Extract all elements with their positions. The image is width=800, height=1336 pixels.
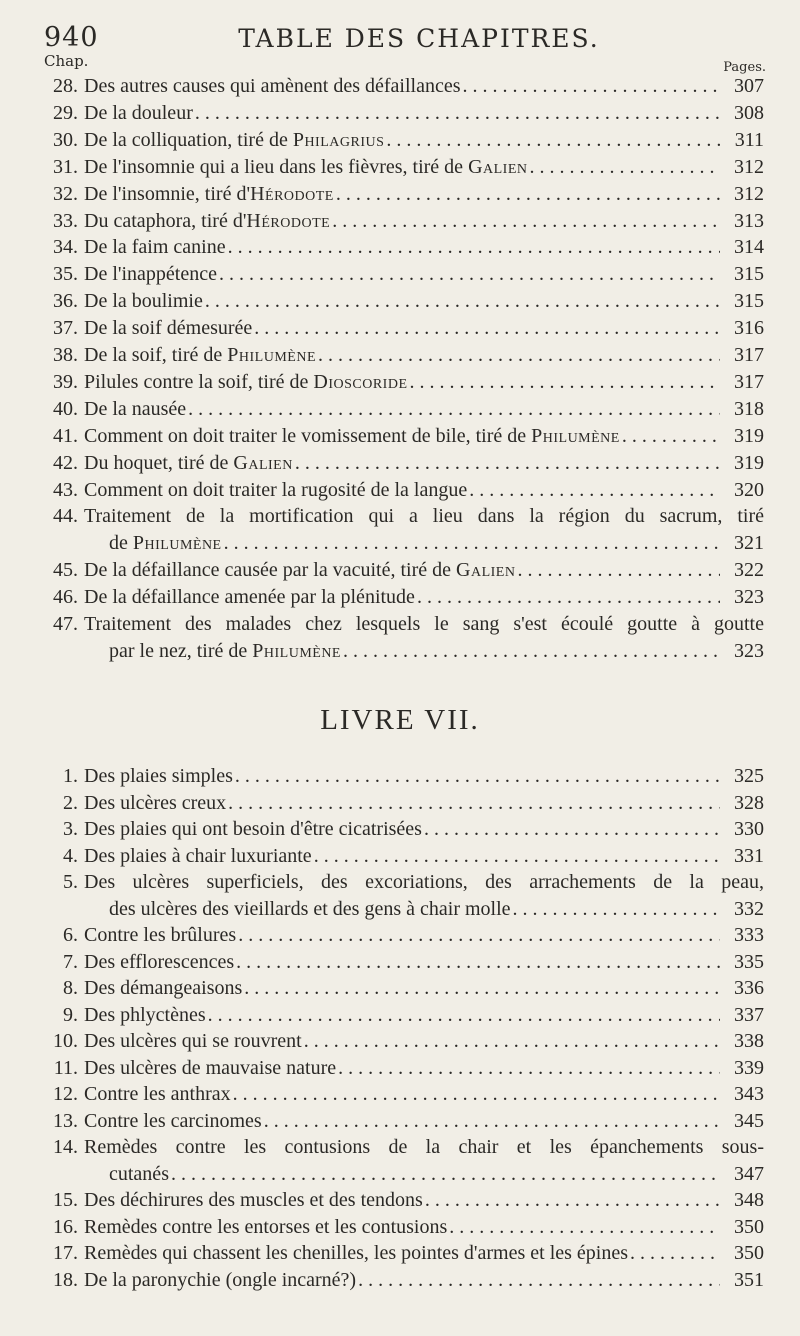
- chapter-number: 37.: [53, 317, 78, 340]
- chapter-number: 6.: [63, 924, 78, 946]
- chapter-title: De la faim canine: [84, 236, 226, 259]
- toc-entry: [0, 869, 800, 895]
- chapter-title: De la soif démesurée: [84, 317, 253, 340]
- chapter-number: 13.: [53, 1109, 78, 1132]
- dot-leader: [236, 949, 720, 975]
- chapter-title: De la boulimie: [84, 290, 203, 313]
- chapter-title: Des plaies à chair luxuriante: [84, 844, 312, 867]
- chapter-title: Des démangeaisons: [84, 977, 243, 999]
- chapter-title: Du cataphora, tiré d'Hérodote: [84, 209, 331, 232]
- chapter-title: Remèdes contre les contusions de la chair et les épanchements sous-: [84, 1136, 764, 1158]
- chapter-title: De la douleur: [84, 101, 193, 124]
- dot-leader: [358, 1267, 720, 1293]
- chapter-title: de Philumène: [109, 532, 222, 555]
- toc-entry: [0, 611, 800, 637]
- toc-entry: [0, 1002, 800, 1028]
- chapter-title: cutanés: [109, 1162, 169, 1185]
- chapter-title: Comment on doit traiter le vomissement de bile, tiré de Philumène: [84, 424, 620, 447]
- toc-entry: [0, 450, 800, 476]
- dot-leader: [517, 557, 720, 583]
- toc-entry: [0, 1028, 800, 1054]
- page-reference: 314: [734, 236, 764, 259]
- page-reference: 347: [734, 1162, 764, 1185]
- dot-leader: [530, 154, 721, 180]
- page-reference: 313: [734, 209, 764, 232]
- toc-entry: [0, 1214, 800, 1240]
- toc-entry: [0, 477, 800, 503]
- dot-leader: [513, 896, 720, 922]
- dot-leader: [332, 208, 720, 234]
- dot-leader: [424, 816, 720, 842]
- chapter-number: 14.: [53, 1136, 78, 1158]
- toc-entry: [0, 1240, 800, 1266]
- chapter-title: Contre les anthrax: [84, 1083, 231, 1105]
- toc-entry: [0, 342, 800, 368]
- chapter-number: 28.: [53, 75, 78, 97]
- chapter-title: De l'insomnie, tiré d'Hérodote: [84, 182, 334, 205]
- chapter-number: 36.: [53, 290, 78, 313]
- chapter-title: Des ulcères superficiels, des excoriations, des arrachements de la peau,: [84, 871, 764, 893]
- page-reference: 337: [734, 1003, 764, 1026]
- page-reference: 317: [734, 370, 764, 393]
- chapter-title: Remèdes contre les entorses et les contusions: [84, 1215, 448, 1238]
- toc-entry: [0, 288, 800, 314]
- dot-leader: [235, 763, 720, 789]
- chapter-number: 5.: [63, 871, 78, 893]
- toc-entry: [0, 261, 800, 287]
- page-reference: 351: [734, 1268, 764, 1291]
- chapter-number: 40.: [53, 397, 78, 420]
- toc-entry: [0, 557, 800, 583]
- chapter-title: Contre les brûlures: [84, 924, 237, 946]
- page-reference: 315: [734, 290, 764, 313]
- page-reference: 325: [734, 765, 764, 787]
- toc-entry: [0, 396, 800, 422]
- toc-entry: [0, 975, 800, 1001]
- toc-entry: [0, 423, 800, 449]
- dot-leader: [343, 638, 720, 664]
- page-reference: 323: [734, 586, 764, 609]
- chapter-title: des ulcères des vieillards et des gens à chair molle: [109, 897, 511, 920]
- toc-entry-continuation: [0, 1161, 800, 1187]
- page-reference: 331: [734, 844, 764, 867]
- toc-entry: [0, 503, 800, 529]
- chapter-number: 45.: [53, 559, 78, 582]
- page-reference: 333: [734, 924, 764, 946]
- page-reference: 312: [734, 155, 764, 178]
- chapter-number: 9.: [63, 1003, 78, 1026]
- chapter-title: Des ulcères qui se rouvrent: [84, 1030, 302, 1052]
- page-reference: 321: [734, 532, 764, 555]
- toc-entry: [0, 1081, 800, 1107]
- dot-leader: [228, 790, 720, 816]
- page-reference: 328: [734, 791, 764, 814]
- chapter-number: 7.: [63, 950, 78, 973]
- dot-leader: [338, 1055, 720, 1081]
- toc-entry: [0, 154, 800, 180]
- toc-entry-continuation: [0, 638, 800, 664]
- page-reference: 350: [734, 1242, 764, 1264]
- chapter-number: 41.: [53, 424, 78, 447]
- page-reference: 323: [734, 639, 764, 662]
- chapter-number: 38.: [53, 344, 78, 366]
- chapter-number: 4.: [63, 844, 78, 867]
- dot-leader: [386, 127, 720, 153]
- dot-leader: [318, 342, 720, 368]
- dot-leader: [425, 1187, 720, 1213]
- chapter-title: Pilules contre la soif, tiré de Dioscoride: [84, 370, 408, 393]
- running-title: TABLE DES CHAPITRES.: [238, 24, 600, 53]
- chapter-title: De la paronychie (ongle incarné?): [84, 1268, 357, 1291]
- chapter-number: 29.: [53, 101, 78, 124]
- chapter-title: Des autres causes qui amènent des défaillances: [84, 75, 461, 97]
- dot-leader: [233, 1081, 720, 1107]
- toc-entry: [0, 100, 800, 126]
- dot-leader: [171, 1161, 720, 1187]
- chapter-number: 3.: [63, 818, 78, 840]
- page-reference: 336: [734, 977, 764, 999]
- dot-leader: [304, 1028, 720, 1054]
- page-reference: 339: [734, 1056, 764, 1079]
- chapter-title: Traitement des malades chez lesquels le sang s'est écoulé goutte à goutte: [84, 613, 764, 635]
- toc-entry: [0, 1187, 800, 1213]
- dot-leader: [463, 73, 720, 99]
- chapter-number: 18.: [53, 1268, 78, 1291]
- dot-leader: [205, 288, 720, 314]
- toc-entry: [0, 127, 800, 153]
- dot-leader: [264, 1108, 720, 1134]
- page-reference: 335: [734, 950, 764, 973]
- dot-leader: [195, 100, 720, 126]
- page-reference: 307: [734, 75, 764, 97]
- chapter-title: Des plaies qui ont besoin d'être cicatrisées: [84, 818, 422, 840]
- chapter-title: Remèdes qui chassent les chenilles, les pointes d'armes et les épines: [84, 1242, 629, 1264]
- dot-leader: [244, 975, 720, 1001]
- dot-leader: [254, 315, 720, 341]
- chapter-number: 47.: [53, 613, 78, 635]
- chapter-title: De la nausée: [84, 397, 187, 420]
- chapter-number: 31.: [53, 155, 78, 178]
- page-reference: 312: [734, 182, 764, 205]
- dot-leader: [417, 584, 720, 610]
- chapter-title: Du hoquet, tiré de Galien: [84, 451, 293, 474]
- chapter-title: De la défaillance causée par la vacuité, tiré de Galien: [84, 559, 516, 582]
- dot-leader: [224, 530, 720, 556]
- chapter-title: Des efflorescences: [84, 950, 235, 973]
- toc-entry: [0, 1134, 800, 1160]
- chapter-title: Des plaies simples: [84, 765, 233, 787]
- dot-leader: [188, 396, 720, 422]
- page-reference: 319: [734, 451, 764, 474]
- toc-entry: [0, 790, 800, 816]
- toc-entry: [0, 315, 800, 341]
- toc-entry: [0, 816, 800, 842]
- chapter-number: 2.: [63, 791, 78, 814]
- page-reference: 315: [734, 263, 764, 286]
- chapter-number: 17.: [53, 1242, 78, 1264]
- page-reference: 311: [734, 128, 764, 151]
- chapter-number: 12.: [53, 1083, 78, 1105]
- page-number: 940: [44, 22, 99, 53]
- chapter-title: De la défaillance amenée par la plénitude: [84, 586, 415, 609]
- chapter-title: Des déchirures des muscles et des tendons: [84, 1189, 423, 1211]
- page-reference: 343: [734, 1083, 764, 1105]
- toc-entry: [0, 922, 800, 948]
- chapter-number: 43.: [53, 478, 78, 501]
- toc-entry: [0, 763, 800, 789]
- toc-entry: [0, 208, 800, 234]
- toc-entry-continuation: [0, 530, 800, 556]
- page-header: [44, 22, 764, 62]
- chapter-title: De la colliquation, tiré de Philagrius: [84, 128, 385, 151]
- dot-leader: [228, 234, 720, 260]
- page-reference: 338: [734, 1030, 764, 1052]
- dot-leader: [295, 450, 720, 476]
- chapter-number: 8.: [63, 977, 78, 999]
- chapter-number: 35.: [53, 263, 78, 286]
- chapter-title: Des ulcères de mauvaise nature: [84, 1056, 337, 1079]
- chapter-number: 11.: [53, 1056, 78, 1079]
- chapter-number: 46.: [53, 586, 78, 609]
- chapter-title: Des phlyctènes: [84, 1003, 206, 1026]
- toc-entry: [0, 1267, 800, 1293]
- page-reference: 318: [734, 397, 764, 420]
- book-7-title: LIVRE VII.: [320, 704, 480, 736]
- toc-entry: [0, 1055, 800, 1081]
- chapter-number: 30.: [53, 128, 78, 151]
- chapter-title: Des ulcères creux: [84, 791, 227, 814]
- toc-entry: [0, 181, 800, 207]
- chapter-title: Contre les carcinomes: [84, 1109, 262, 1132]
- page-reference: 332: [734, 897, 764, 920]
- dot-leader: [449, 1214, 720, 1240]
- toc-entry: [0, 369, 800, 395]
- toc-entry: [0, 843, 800, 869]
- page-reference: 345: [734, 1109, 764, 1132]
- chapter-title: Comment on doit traiter la rugosité de la langue: [84, 478, 468, 501]
- page-reference: 308: [734, 101, 764, 124]
- chapter-number: 33.: [53, 209, 78, 232]
- dot-leader: [336, 181, 720, 207]
- chapter-number: 32.: [53, 182, 78, 205]
- page-reference: 320: [734, 478, 764, 501]
- dot-leader: [630, 1240, 720, 1266]
- chapter-title: De l'insomnie qui a lieu dans les fièvres, tiré de Galien: [84, 155, 528, 178]
- chapter-number: 15.: [53, 1189, 78, 1211]
- toc-entry: [0, 234, 800, 260]
- page-reference: 316: [734, 317, 764, 340]
- column-header-pages: Pages.: [723, 60, 766, 75]
- dot-leader: [622, 423, 720, 449]
- dot-leader: [208, 1002, 720, 1028]
- dot-leader: [314, 843, 720, 869]
- toc-entry: [0, 1108, 800, 1134]
- chapter-number: 44.: [53, 505, 78, 528]
- toc-entry-continuation: [0, 896, 800, 922]
- dot-leader: [238, 922, 720, 948]
- chapter-title: par le nez, tiré de Philumène: [109, 639, 341, 662]
- chapter-title: De l'inappétence: [84, 263, 217, 286]
- chapter-number: 42.: [53, 451, 78, 474]
- chapter-number: 1.: [63, 765, 78, 787]
- page-reference: 319: [734, 424, 764, 447]
- chapter-number: 39.: [53, 370, 78, 393]
- toc-entry: [0, 73, 800, 99]
- toc-entry: [0, 584, 800, 610]
- page-reference: 350: [734, 1215, 764, 1238]
- column-header-chapter: Chap.: [44, 52, 89, 70]
- chapter-number: 16.: [53, 1215, 78, 1238]
- dot-leader: [219, 261, 720, 287]
- dot-leader: [410, 369, 720, 395]
- chapter-number: 10.: [53, 1030, 78, 1052]
- chapter-title: De la soif, tiré de Philumène: [84, 344, 317, 366]
- page-reference: 330: [734, 818, 764, 840]
- page-reference: 348: [734, 1189, 764, 1211]
- chapter-title: Traitement de la mortification qui a lieu dans la région du sacrum, tiré: [84, 505, 764, 528]
- page-reference: 322: [734, 559, 764, 582]
- toc-entry: [0, 949, 800, 975]
- dot-leader: [469, 477, 720, 503]
- page-reference: 317: [734, 344, 764, 366]
- chapter-number: 34.: [53, 236, 78, 259]
